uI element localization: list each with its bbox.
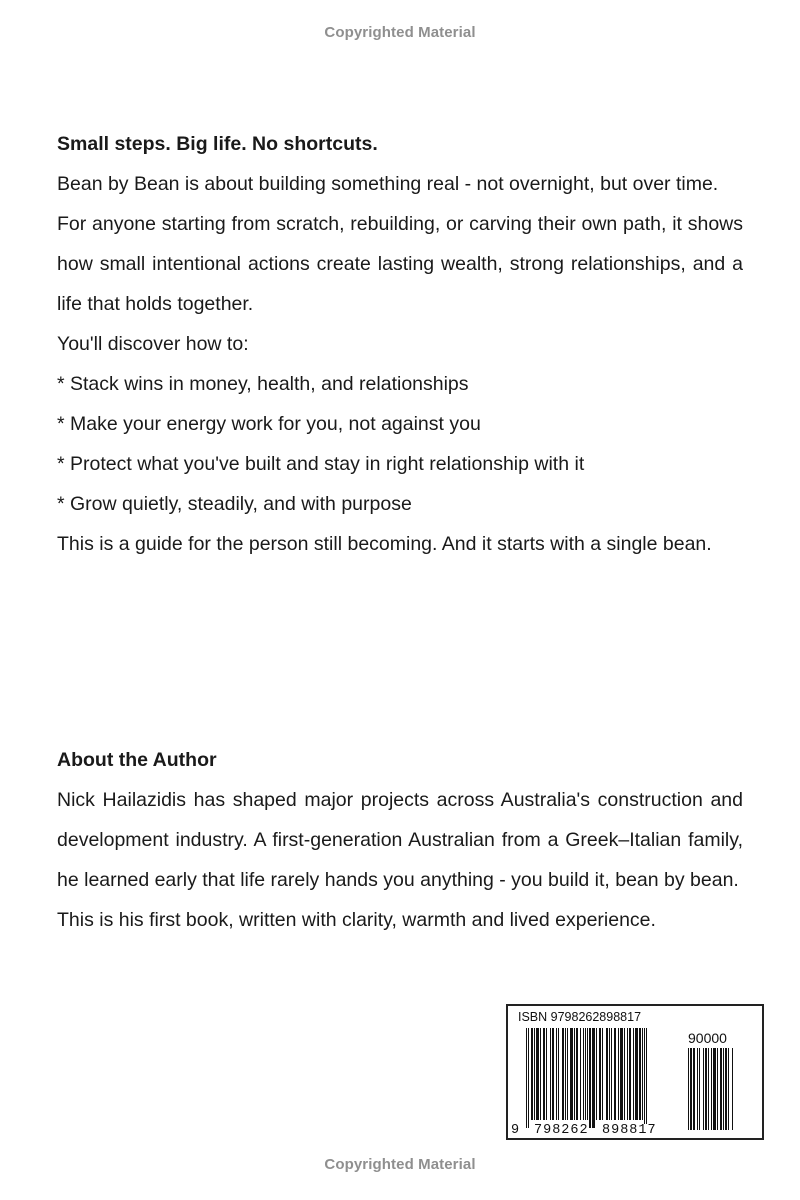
barcode-bar — [580, 1028, 581, 1120]
watermark-bottom: Copyrighted Material — [324, 1156, 476, 1173]
barcode-bar — [624, 1028, 625, 1120]
barcode-bar — [550, 1028, 551, 1120]
barcode-bar — [723, 1048, 724, 1130]
intro-paragraph: Bean by Bean is about building something real - not overnight, but over time. — [57, 173, 719, 195]
addon-barcode-bars — [688, 1048, 750, 1132]
barcode-bar — [629, 1028, 631, 1120]
barcode-bar — [646, 1028, 647, 1128]
barcode-bar — [546, 1028, 547, 1120]
barcode-bar — [717, 1048, 718, 1130]
bullet-item: * Stack wins in money, health, and relationships — [57, 373, 469, 395]
audience-paragraph: For anyone starting from scratch, rebuilding, or carving their own path, it shows how small intentional actions create lasting wealth, strong relationships, and a life that holds together. — [57, 213, 743, 315]
barcode-bar — [609, 1028, 610, 1120]
barcode-bar — [688, 1048, 689, 1130]
barcode-bar — [556, 1028, 557, 1120]
isbn-barcode — [506, 1004, 764, 1140]
barcode-bar — [528, 1028, 529, 1128]
bullet-item: * Protect what you've built and stay in right relationship with it — [57, 453, 585, 475]
barcode-bar — [602, 1028, 603, 1120]
barcode-digit-first: 9 — [511, 1123, 520, 1138]
barcode-bar — [570, 1028, 573, 1120]
barcode-bar — [705, 1048, 707, 1130]
barcode-bar — [713, 1048, 716, 1130]
barcode-bar — [618, 1028, 619, 1120]
barcode-bar — [543, 1028, 545, 1120]
barcode-bar — [583, 1028, 584, 1120]
barcode-bar — [732, 1048, 733, 1130]
barcode-bar — [540, 1028, 541, 1120]
closing-paragraph: This is a guide for the person still becoming. And it starts with a single bean. — [57, 533, 712, 555]
barcode-bar — [711, 1048, 712, 1130]
barcode-bar — [585, 1028, 586, 1120]
barcode-bar — [558, 1028, 559, 1120]
barcode-bar — [576, 1028, 578, 1120]
first-book-note: This is his first book, written with clarity, warmth and lived experience. — [57, 909, 656, 931]
barcode-bar — [708, 1048, 709, 1130]
isbn-label: ISBN 9798262898817 — [518, 1010, 642, 1024]
barcode-bar — [614, 1028, 616, 1120]
barcode-bar — [531, 1028, 533, 1120]
about-author-section — [57, 740, 743, 940]
discover-heading: You'll discover how to: — [57, 333, 249, 355]
barcode-bar — [635, 1028, 638, 1120]
barcode-bar — [565, 1028, 566, 1120]
barcode-bar — [587, 1028, 588, 1120]
watermark-top: Copyrighted Material — [324, 24, 476, 41]
barcode-bar — [526, 1028, 527, 1128]
barcode-bar — [720, 1048, 722, 1130]
barcode-bar — [552, 1028, 554, 1120]
barcode-bar — [728, 1048, 729, 1130]
barcode-bar — [574, 1028, 575, 1120]
tagline: Small steps. Big life. No shortcuts. — [57, 133, 378, 155]
bullet-item: * Grow quietly, steadily, and with purpose — [57, 493, 412, 515]
barcode-bar — [697, 1048, 698, 1130]
barcode-bar — [592, 1028, 595, 1128]
barcode-bar — [644, 1028, 645, 1128]
back-cover-blurb — [57, 124, 743, 564]
price-code: 90000 — [688, 1030, 727, 1046]
barcode-bar — [606, 1028, 608, 1120]
barcode-bar — [589, 1028, 591, 1128]
barcode-bar — [567, 1028, 568, 1120]
barcode-bar — [562, 1028, 564, 1120]
author-bio: Nick Hailazidis has shaped major projects across Australia's construction and development industry. A first-generation Australian from a Greek–Italian family, he learned early that life rarely hands you anything - you build it, bean by bean. — [57, 789, 743, 891]
barcode-bar — [620, 1028, 623, 1120]
barcode-bar — [642, 1028, 643, 1120]
bullet-item: * Make your energy work for you, not against you — [57, 413, 481, 435]
barcode-bar — [599, 1028, 601, 1120]
about-heading: About the Author — [57, 749, 217, 771]
barcode-bar — [536, 1028, 539, 1120]
barcode-bar — [693, 1048, 695, 1130]
barcode-bar — [639, 1028, 641, 1120]
barcode-bar — [633, 1028, 634, 1120]
barcode-bar — [703, 1048, 704, 1130]
barcode-bar — [699, 1048, 700, 1130]
barcode-bar — [611, 1028, 612, 1120]
barcode-bars — [526, 1028, 676, 1132]
barcode-bar — [725, 1048, 727, 1130]
barcode-bar — [534, 1028, 535, 1120]
barcode-digits-right: 898817 — [602, 1123, 657, 1138]
barcode-digits-left: 798262 — [534, 1123, 589, 1138]
barcode-bar — [627, 1028, 628, 1120]
barcode-bar — [690, 1048, 692, 1130]
barcode-bar — [596, 1028, 597, 1120]
